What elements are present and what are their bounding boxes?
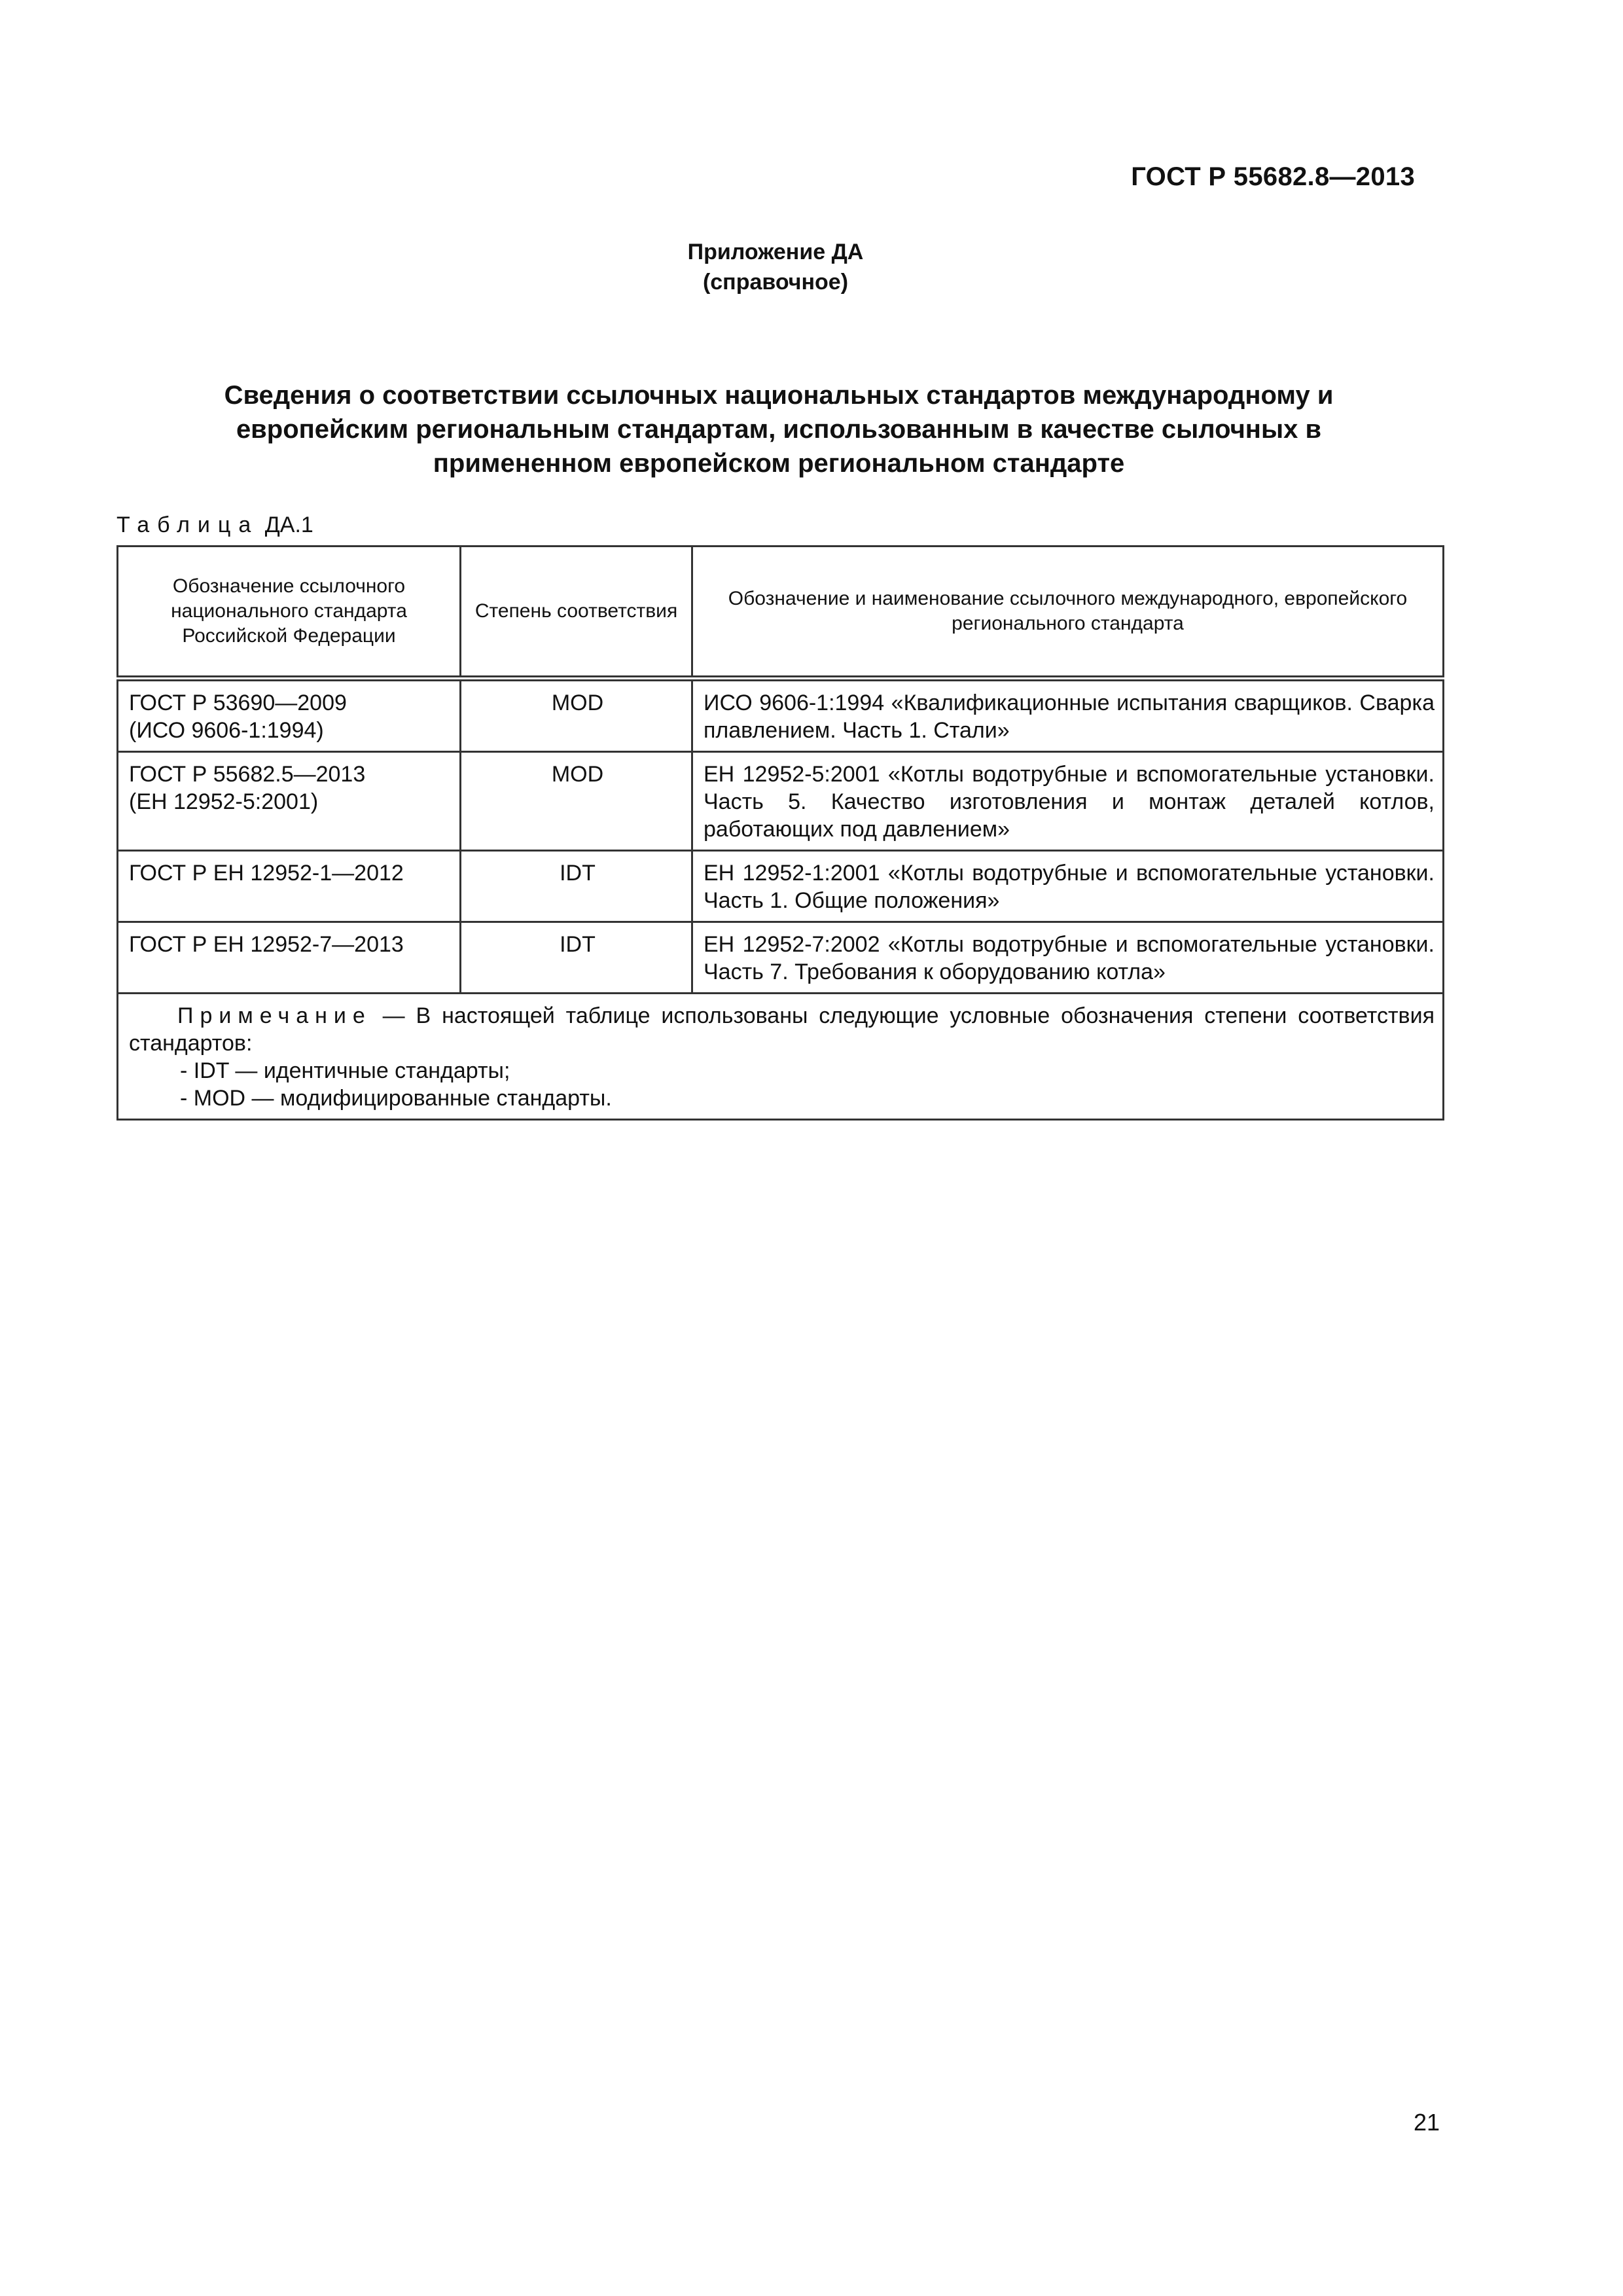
national-standard-cell — [118, 851, 461, 922]
national-designation: ГОСТ Р ЕН 12952-1—2012 — [129, 861, 404, 886]
national-designation: ГОСТ Р ЕН 12952-7—2013 — [129, 932, 404, 957]
international-standard-cell: ЕН 12952-5:2001 «Котлы водотрубные и вспомогательные установки. Часть 5. Качество изготовления и монтаж деталей котлов, работающих под давлением» — [692, 752, 1444, 851]
degree-cell: MOD — [461, 679, 692, 752]
national-standard-cell — [118, 679, 461, 752]
table-note-row — [118, 994, 1444, 1120]
degree-cell: IDT — [461, 851, 692, 922]
note-label: Примечание — [177, 1003, 372, 1028]
appendix-title: Приложение ДА — [687, 240, 864, 264]
appendix-subtitle: (справочное) — [702, 270, 849, 295]
appendix-heading — [0, 237, 1551, 297]
degree-cell: MOD — [461, 752, 692, 851]
table-note — [118, 994, 1444, 1120]
national-designation: ГОСТ Р 55682.5—2013 — [129, 762, 366, 787]
table-caption — [116, 512, 313, 538]
document-title — [151, 378, 1407, 480]
national-reference: (ЕН 12952-5:2001) — [129, 789, 319, 814]
national-standard-cell — [118, 752, 461, 851]
table-header-row — [118, 547, 1444, 679]
national-standard-cell — [118, 922, 461, 994]
title-line-1: Сведения о соответствии ссылочных национальных стандартов международному и — [224, 381, 1334, 410]
note-item-idt: - IDT — идентичные стандарты; — [180, 1058, 510, 1083]
international-standard-cell: ЕН 12952-7:2002 «Котлы водотрубные и вспомогательные установки. Часть 7. Требования к оборудованию котла» — [692, 922, 1444, 994]
title-line-2: европейским региональным стандартам, использованным в качестве сылочных в — [236, 415, 1322, 444]
table-caption-number: ДА.1 — [264, 512, 313, 537]
page-number: 21 — [1413, 2109, 1440, 2136]
international-standard-cell: ЕН 12952-1:2001 «Котлы водотрубные и вспомогательные установки. Часть 1. Общие положения» — [692, 851, 1444, 922]
note-item-mod: - MOD — модифицированные стандарты. — [180, 1086, 612, 1111]
title-line-3: примененном европейском региональном стандарте — [433, 449, 1125, 478]
correspondence-table — [116, 545, 1444, 1121]
table-row — [118, 851, 1444, 922]
table-row — [118, 679, 1444, 752]
degree-cell: IDT — [461, 922, 692, 994]
table-row — [118, 752, 1444, 851]
header-international-standard: Обозначение и наименование ссылочного международного, европейского регионального стандарта — [692, 547, 1444, 679]
table-caption-word: Таблица — [116, 512, 259, 537]
national-reference: (ИСО 9606-1:1994) — [129, 718, 324, 743]
note-body: — В настоящей таблице использованы следующие условные обозначения степени соответствия стандартов: — [129, 1003, 1435, 1056]
international-standard-cell: ИСО 9606-1:1994 «Квалификационные испытания сварщиков. Сварка плавлением. Часть 1. Стали» — [692, 679, 1444, 752]
header-degree: Степень соответствия — [461, 547, 692, 679]
national-designation: ГОСТ Р 53690—2009 — [129, 691, 347, 715]
note-text — [129, 1002, 1435, 1057]
header-national-standard: Обозначение ссылочного национального стандарта Российской Федерации — [118, 547, 461, 679]
table-row — [118, 922, 1444, 994]
document-code: ГОСТ Р 55682.8—2013 — [1131, 162, 1415, 191]
